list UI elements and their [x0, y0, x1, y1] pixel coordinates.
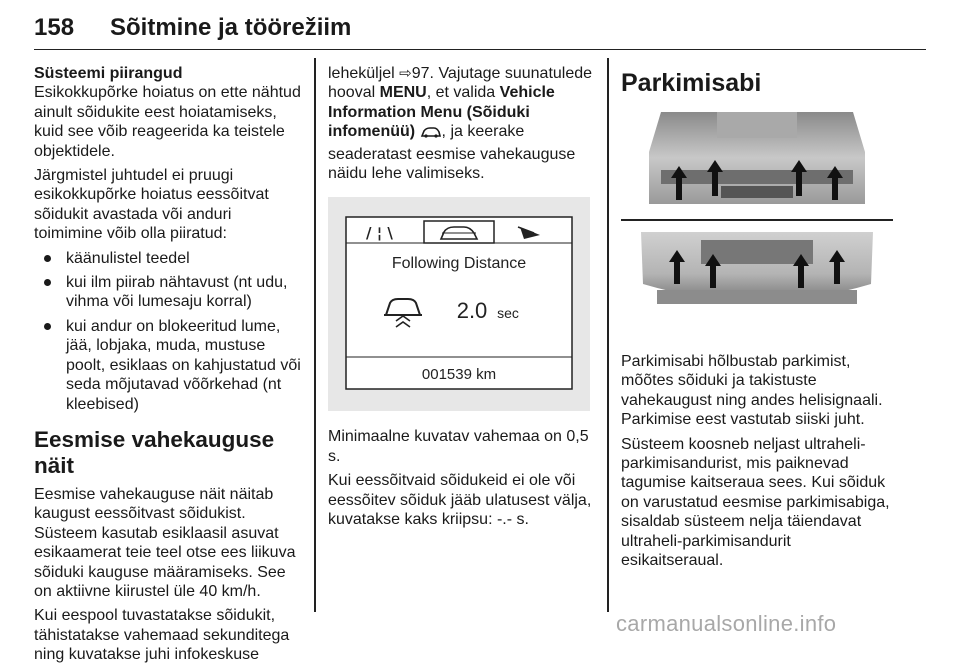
bullet-icon [44, 323, 51, 330]
paragraph: Süsteem koosneb neljast ultraheli-parkimisandurist, mis paiknevad tagumise kaitseraua sees. Kui sõiduk on varustatud eesmise parkimisabiga, sisaldab süsteem nelja täiendavat ultraheli-parkimisandurit esikaitseraual. [621, 435, 890, 570]
column-middle [328, 64, 594, 534]
column-right [621, 64, 893, 575]
paragraph: Järgmistel juhtudel ei pruugi esikokkupõrke hoiatus eessõitvat sõidukit avastada või anduri toimimine võib olla piiratud: [34, 167, 269, 243]
vehicle-menu-car-icon [420, 125, 442, 144]
vehicle-info-menu-label: Vehicle Information Menu (Sõiduki infomenüü) [328, 84, 555, 141]
paragraph: Esikokkupõrke hoiatus on ette nähtud ainult sõidukite eest hoiatamiseks, kuid see võib reageerida ka teistele objektidele. [34, 84, 301, 160]
cluster-display-illustration [328, 197, 590, 411]
parking-sensors-figure [621, 112, 893, 334]
paragraph: leheküljel ⇨97. Vajutage suunatulede hooval MENU, et valida Vehicle Information Menu (Sõiduki infomenüü) , ja keerake seaderatast eesmise vahekauguse näidu lehe valimiseks. [328, 65, 593, 183]
list-item: käänulistel teedel [34, 249, 302, 268]
site-watermark: carmanualsonline.info [616, 611, 837, 636]
page-number: 158 [34, 14, 75, 41]
bullet-list [34, 249, 302, 414]
section-heading: Eesmise vahekauguse näit [34, 426, 275, 478]
page-reference[interactable]: 97 [411, 65, 430, 82]
paragraph: Minimaalne kuvatav vahemaa on 0,5 s. [328, 428, 589, 465]
svg-text:/ ¦ \: / ¦ \ [366, 224, 393, 243]
paragraph: Parkimisabi hõlbustab parkimist, mõõtes sõiduki ja takistuste vahekaugust ning andes helisignaali. Parkimise eest vastutab siiski juht. [621, 353, 883, 429]
display-title: Following Distance [391, 255, 527, 273]
bullet-icon [44, 279, 51, 286]
road-info-icon [366, 224, 393, 242]
page-title: Sõitmine ja töörežiim [110, 14, 352, 41]
odometer-reading: 001539 km [421, 366, 497, 384]
section-subheading: Süsteemi piirangud [34, 65, 183, 82]
section-heading: Parkimisabi [621, 69, 762, 97]
paragraph: Kui eespool tuvastatakse sõidukit, tähistatakse vahemaad sekunditega ning kuvatakse juhi infokeskuse [34, 607, 290, 664]
list-item: kui ilm piirab nähtavust (nt udu, vihma või lumesaju korral) [34, 273, 302, 312]
list-item: kui andur on blokeeritud lume, jää, lobjaka, muda, mustuse poolt, esiklaas on kahjustatud või seda mõjutavad võõrkehad (nt kleebised) [34, 317, 302, 414]
paragraph: Eesmise vahekauguse näit näitab kaugust eessõitvast sõidukist. Süsteem kasutab esiklaasil asuvat esikaamerat teie teel otse ees liikuva sõiduki kauguse määramiseks. See on aktiivne kiirustel üle 40 km/h. [34, 485, 296, 600]
column-divider [314, 58, 316, 612]
paragraph: Kui eessõitvaid sõidukeid ei ole või eessõitev sõiduk jääb ulatusest välja, kuvatakse kaks kriipsu: -.- s. [328, 472, 592, 529]
bumper-sensors-illustration [621, 112, 893, 334]
page-header [34, 4, 926, 50]
distance-value: 2.0 [456, 298, 488, 324]
column-left [34, 64, 302, 670]
page-ref-arrow-icon: ⇨ [399, 65, 412, 82]
distance-unit: sec [497, 305, 519, 322]
column-divider [607, 58, 609, 612]
menu-button-label: MENU [379, 84, 427, 102]
following-distance-display-figure [328, 197, 590, 411]
bullet-icon [44, 255, 51, 262]
